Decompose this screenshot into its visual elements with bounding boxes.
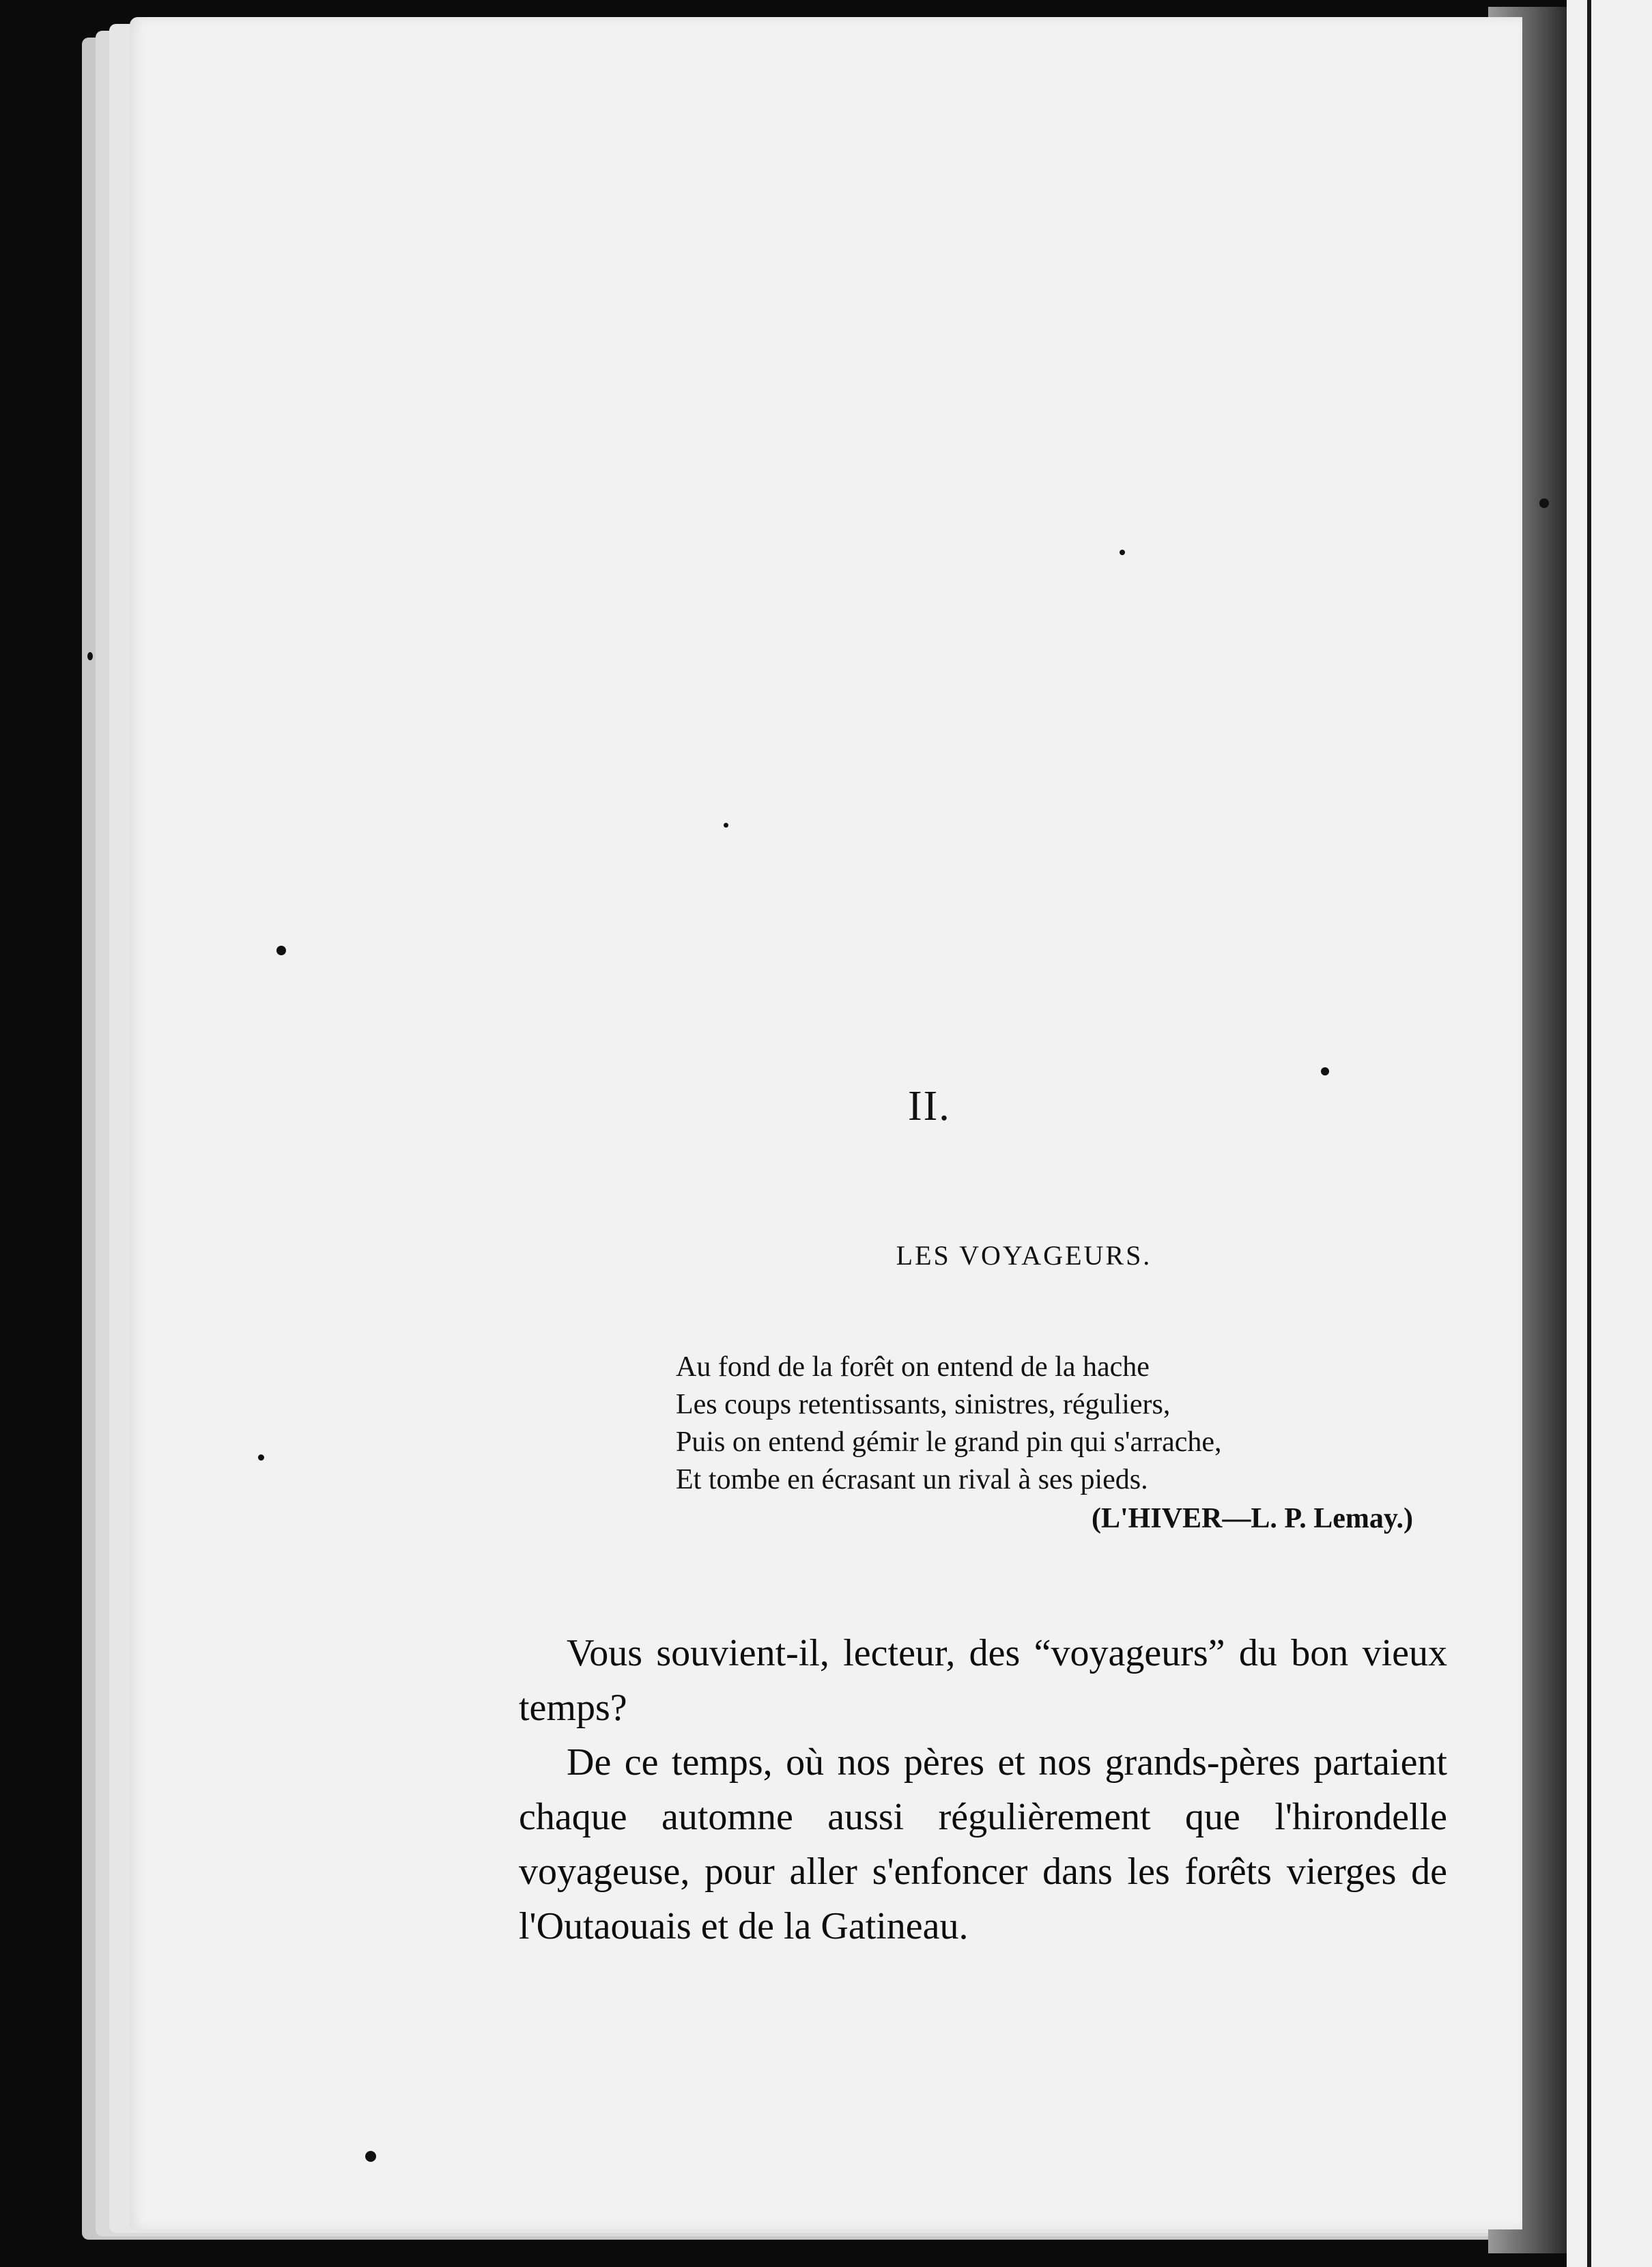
epigraph-line: Les coups retentissants, sinistres, réguliers, — [676, 1389, 1171, 1420]
print-speck — [276, 946, 286, 955]
epigraph-attribution: (L'HIVER—L. P. Lemay.) — [1092, 1503, 1413, 1534]
body-paragraph: De ce temps, où nos pères et nos grands-pères partaient chaque automne aussi régulièrement que l'hirondelle voyageuse, pour aller s'enfoncer dans les forêts vierges de l'Outaouais et de la Gatineau. — [519, 1741, 1447, 1947]
adjacent-page-strip — [1567, 0, 1652, 2267]
print-speck — [258, 1454, 264, 1461]
adjacent-page-border — [1587, 0, 1591, 2267]
print-speck — [1321, 1067, 1329, 1075]
print-speck — [1120, 550, 1125, 555]
chapter-title: LES VOYAGEURS. — [896, 1240, 1152, 1271]
print-speck — [365, 2151, 376, 2162]
print-speck — [1539, 498, 1549, 508]
epigraph-line: Au fond de la forêt on entend de la hache — [676, 1351, 1150, 1383]
section-number: II. — [908, 1083, 951, 1129]
body-paragraph: Vous souvient-il, lecteur, des “voyageurs” du bon vieux temps? — [519, 1632, 1447, 1729]
epigraph-line: Puis on entend gémir le grand pin qui s'arrache, — [676, 1426, 1222, 1458]
print-speck — [87, 652, 93, 660]
epigraph — [676, 1349, 1413, 1538]
epigraph-line: Et tombe en écrasant un rival à ses pieds. — [676, 1464, 1148, 1495]
print-speck — [724, 823, 728, 828]
